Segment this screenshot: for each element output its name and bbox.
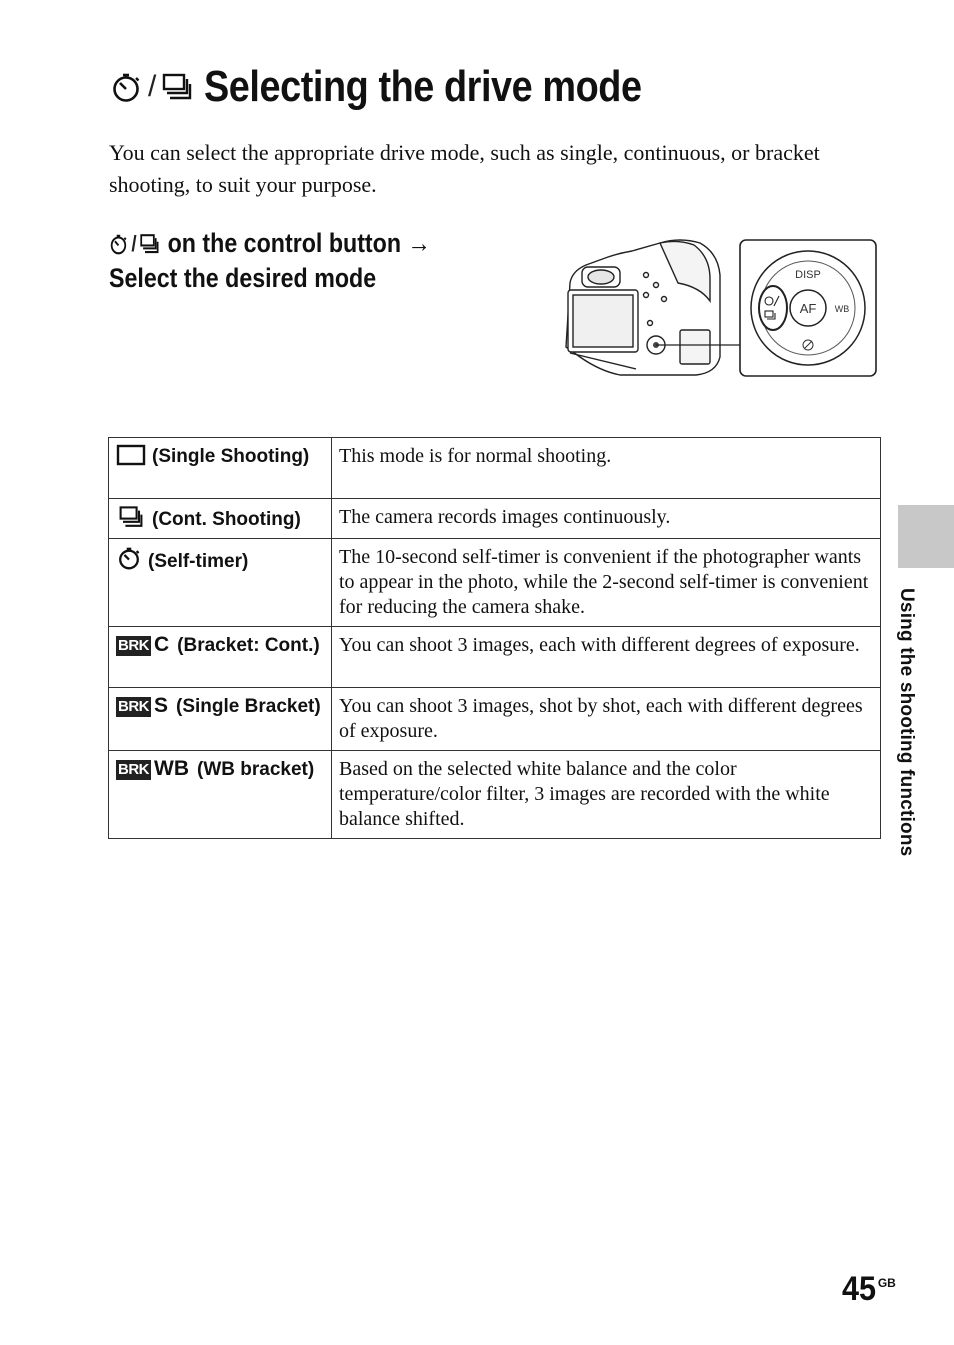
side-tab-marker (898, 505, 954, 568)
drive-button-highlight (759, 286, 787, 330)
page-title (110, 62, 713, 112)
description-cell: Based on the selected white balance and the color temperature/color filter, 3 images are recorded with the white balance shifted. (332, 751, 881, 839)
mode-cell (109, 688, 332, 751)
side-tab-label-text: Using the shooting functions (896, 588, 917, 857)
table-row (109, 499, 881, 539)
instruction (109, 226, 529, 296)
mode-name: (Self-timer) (148, 551, 249, 572)
description-cell: The 10-second self-timer is convenient if the photographer wants to appear in the photo, while the 2-second self-timer is convenient for reducing the camera shake. (332, 539, 881, 627)
drive-mode-table (108, 437, 881, 839)
wb-bracket-icon: BRK WB (118, 757, 189, 780)
title-text: Selecting the drive mode (204, 62, 642, 111)
dial-label-wb: WB (834, 304, 850, 314)
self-timer-icon (116, 545, 142, 571)
continuous-shooting-icon (140, 233, 159, 255)
continuous-shooting-icon (116, 505, 146, 529)
table-row (109, 539, 881, 627)
table-row (109, 751, 881, 839)
table-row (109, 438, 881, 499)
mode-name: (Bracket: Cont.) (177, 635, 320, 656)
instruction-line-1 (109, 226, 470, 261)
mode-cell (109, 438, 332, 499)
side-tab-label (895, 588, 925, 878)
instruction-line-1-text: on the control button → (167, 228, 431, 258)
mode-name: (Single Bracket) (176, 696, 321, 717)
instruction-icons (109, 226, 159, 261)
instruction-separator: / (131, 231, 137, 256)
camera-body (566, 240, 720, 375)
page-number-suffix: GB (877, 1276, 896, 1290)
description-cell: This mode is for normal shooting. (332, 438, 881, 499)
description-cell: You can shoot 3 images, each with different degrees of exposure. (332, 627, 881, 688)
mode-cell (109, 627, 332, 688)
mode-cell (109, 751, 332, 839)
mode-cell (109, 539, 332, 627)
mode-name: (Cont. Shooting) (152, 509, 301, 530)
dial-label-disp: DISP (795, 269, 821, 281)
page-number-value: 45 (842, 1270, 877, 1308)
mode-cell (109, 499, 332, 539)
continuous-shooting-icon (162, 72, 192, 102)
instruction-line-2: Select the desired mode (109, 263, 377, 293)
mode-name: (WB bracket) (197, 759, 315, 780)
bracket-cont-icon: BRK C (118, 633, 170, 656)
description-cell: You can shoot 3 images, shot by shot, each with different degrees of exposure. (332, 688, 881, 751)
page-number (842, 1270, 896, 1309)
mode-name: (Single Shooting) (152, 446, 310, 467)
single-bracket-icon: BRK S (118, 694, 169, 717)
self-timer-icon (110, 70, 142, 104)
self-timer-icon (109, 232, 128, 256)
camera-illustration (560, 235, 880, 380)
dial-label-af: AF (799, 301, 817, 316)
description-cell: The camera records images continuously. (332, 499, 881, 539)
table-row (109, 688, 881, 751)
single-shooting-icon (116, 444, 146, 466)
title-separator: / (148, 70, 157, 103)
control-button-zoom (740, 240, 876, 376)
title-icons (110, 70, 192, 104)
intro-paragraph: You can select the appropriate drive mode, such as single, continuous, or bracket shooting, to suit your purpose. (109, 140, 820, 197)
table-row (109, 627, 881, 688)
